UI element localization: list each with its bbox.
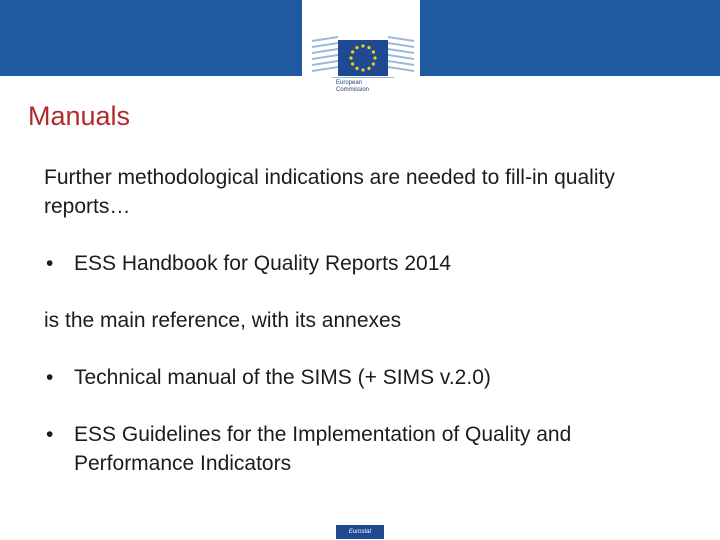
slide-content [44,163,684,478]
logo-line-commission: Commission [336,87,370,93]
bullet-text: ESS Guidelines for the Implementation of Quality and Performance Indicators [74,423,572,475]
eurostat-badge: Eurostat [336,525,384,539]
european-commission-logo [302,0,420,100]
intro-paragraph: Further methodological indications are needed to fill-in quality reports… [44,166,615,218]
bullet-item-handbook [44,249,684,278]
bullet-text: ESS Handbook for Quality Reports 2014 [74,252,452,275]
reference-paragraph: is the main reference, with its annexes [44,309,402,332]
bullet-marker: • [46,366,54,389]
logo-wordmark [336,80,396,94]
logo-line-european: European [336,80,363,86]
bullet-text: Technical manual of the SIMS (+ SIMS v.2.0) [74,366,491,389]
bullet-marker: • [46,423,54,446]
bullet-item-guidelines [44,420,684,478]
bullet-marker: • [46,252,54,275]
page-title: Manuals [28,101,131,131]
bullet-item-sims [44,363,684,392]
